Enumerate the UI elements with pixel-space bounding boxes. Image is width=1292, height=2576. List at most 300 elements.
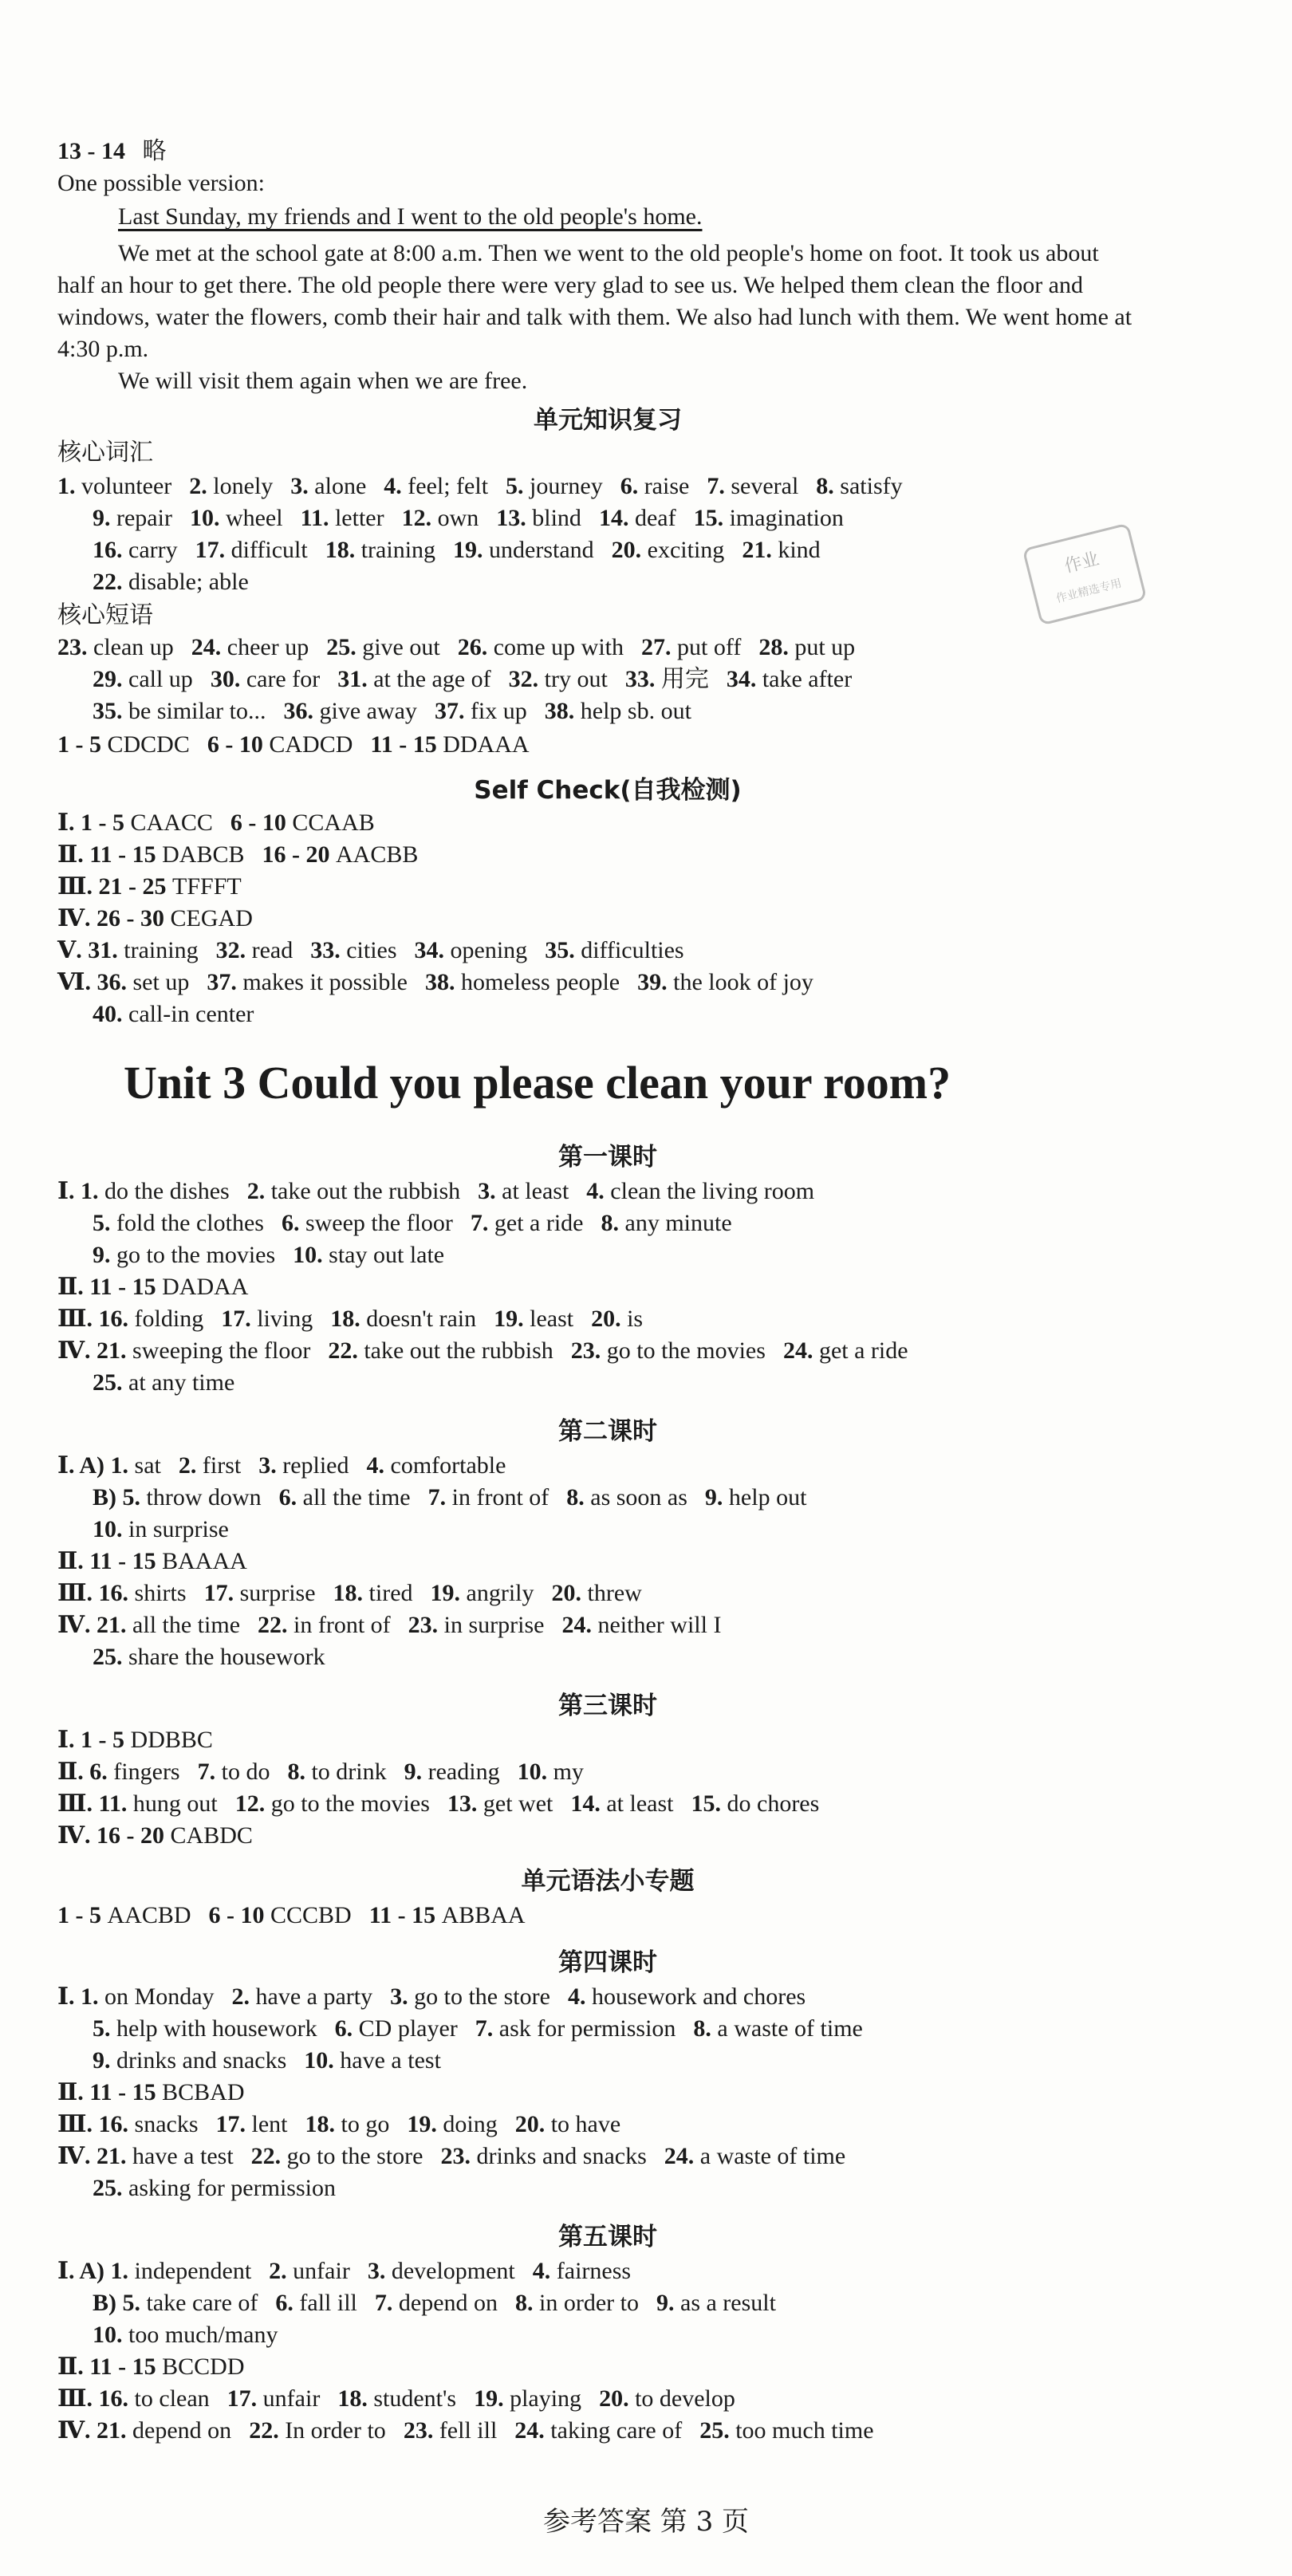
answer-text: as soon as [590,1484,687,1511]
page-footer: 参考答案 第 3 页 [542,2506,750,2538]
answer-text: to do [221,1759,270,1785]
lesson2-item [93,1644,325,1670]
answer-text: any minute [624,1210,732,1236]
answer-number: 9. [404,1759,428,1785]
answer-number: 13. [447,1790,483,1817]
q13-14-answer: 略 [142,138,167,164]
answer-number: 2. [269,2258,293,2284]
lesson4-item [440,2143,646,2169]
lesson5-item [404,2417,497,2444]
self-check-item [57,905,253,932]
answer-number: 20. [514,2111,551,2137]
answer-number: 3. [367,2258,392,2284]
lesson5-item [275,2290,356,2316]
answer-number: Ⅰ. 1. [57,1178,105,1204]
vocab-label: 核心词汇 [57,439,153,467]
answer-text: playing [510,2385,582,2412]
lesson4-line [57,2109,1158,2141]
answer-text: snacks [134,2111,199,2137]
phrase-label: 核心短语 [57,601,153,629]
essay-paragraph-2: We met at the school gate at 8:00 a.m. Then we went to the old people's home on foot. It took us about half an hour to get there. The old people there were very glad to see us. We helped them clean the floor and windows, water the flowers, comb their hair and talk with them. We also had lunch with them. We went home at 4:30 p.m. [57,240,1132,362]
answer-number: 6 - 10 [230,809,293,836]
answer-number: Ⅱ. 6. [57,1759,114,1785]
lesson4-item [93,2015,317,2042]
answer-number: Ⅲ. 11. [57,1790,133,1817]
answer-number: 3. [290,473,315,499]
answer-number: 17. [226,2385,263,2412]
vocab-line [93,502,1193,534]
answer-text: feel; felt [408,473,489,499]
phrase-item [641,634,741,660]
self-check-item [207,969,408,995]
answer-number: 32. [215,937,252,963]
lesson5-item [533,2258,631,2284]
vocab-item [496,505,581,531]
phrase-item [758,634,855,660]
answer-text: too much time [735,2417,874,2444]
answer-number: Ⅳ. 21. [57,2417,133,2444]
answer-text: neither will I [597,1612,722,1638]
self-check-item [57,969,189,995]
lesson2-item [204,1580,316,1606]
vocab-line [57,471,1158,502]
answer-number: Ⅲ. 21 - 25 [57,873,173,900]
lesson4-item [515,2111,620,2137]
lesson5-item [57,2385,210,2412]
answer-text: drinks and snacks [476,2143,647,2169]
lesson4-item [57,2143,234,2169]
answer-number: Ⅵ. 36. [57,969,133,995]
answer-text: the look of joy [673,969,813,995]
answer-number: Ⅳ. 21. [57,2143,133,2169]
answer-number: 34. [726,666,762,692]
lesson4-item [232,1983,373,2010]
answer-number: 2. [246,1178,271,1204]
answer-text: a waste of time [717,2015,863,2042]
answer-number: 23. [57,634,93,660]
answer-text: own [437,505,479,531]
answer-number: Ⅳ. 21. [57,1612,133,1638]
lesson4-item [335,2015,458,2042]
answer-number: 15. [693,505,730,531]
self-check-item [545,937,683,963]
lesson2-item [93,1516,229,1542]
vocab-item [93,505,172,531]
lesson5-item [599,2385,735,2412]
answer-text: care for [246,666,321,692]
answer-number: 37. [434,698,471,724]
lesson2-item [57,1452,161,1479]
answer-number: 36. [283,698,320,724]
answer-number: 3. [258,1452,283,1479]
grammar-item [57,1902,191,1928]
answer-number: Ⅲ. 16. [57,1306,135,1332]
answer-text: fell ill [439,2417,498,2444]
self-check-heading: Self Check(自我检测) [474,776,742,805]
answer-text: go to the store [286,2143,423,2169]
grammar-line [57,1900,1158,1932]
lesson1-heading: 第一课时 [558,1143,657,1172]
phrase-line [93,695,1193,727]
answer-number: 19. [407,2111,443,2137]
answer-number: 23. [440,2143,477,2169]
answer-text: all the time [302,1484,411,1511]
lesson2-line [57,1578,1158,1609]
lesson1-item [601,1210,732,1236]
phrase-item [57,634,174,660]
lesson5-line [57,2383,1158,2415]
lesson2-item [57,1612,240,1638]
answer-number: 31. [337,666,374,692]
lesson2-item [258,1612,391,1638]
answer-text: give away [319,698,417,724]
answer-text: in order to [539,2290,639,2316]
lesson1-item [783,1337,908,1364]
answer-number: Ⅰ. A) 1. [57,1452,135,1479]
phrase-item [283,698,416,724]
answer-text: take care of [146,2290,258,2316]
lesson4-item [93,2047,286,2074]
answer-text: in front of [293,1612,391,1638]
essay-first-line [118,201,1219,233]
answer-text: clean up [93,634,174,660]
lesson4-line [57,2077,1158,2109]
answer-number: 3. [478,1178,502,1204]
answer-number: 7. [475,2015,499,2042]
answer-text: sweep the floor [305,1210,453,1236]
answer-number: 2. [231,1983,256,2010]
answer-text: hung out [132,1790,218,1817]
answer-number: Ⅱ. 11 - 15 [57,841,163,868]
self-check-line [57,903,1158,935]
vocab-item [195,537,308,563]
lesson1-item [57,1337,310,1364]
answer-number: 8. [515,2290,540,2316]
possible-version-label: One possible version: [57,170,265,196]
lesson4-line [93,2045,1193,2077]
lesson1-item [93,1242,275,1268]
answer-number: 35. [93,698,128,724]
lesson2-line [93,1514,1193,1546]
answer-text: depend on [132,2417,232,2444]
answer-text: doing [443,2111,498,2137]
lesson5-item [57,2417,231,2444]
lesson1-item [494,1306,573,1332]
answer-number: 6. [281,1210,305,1236]
answer-text: comfortable [390,1452,506,1479]
answer-text: CEGAD [170,905,253,932]
lesson4-item [475,2015,676,2042]
answer-number: 22. [250,2143,287,2169]
lesson5-line [93,2287,1193,2319]
answer-text: have a party [255,1983,373,2010]
self-check-item [310,937,396,963]
lesson1-item [293,1242,444,1268]
answer-number: Ⅰ. 1. [57,1983,105,2010]
lesson1-line [93,1207,1193,1239]
stamp-text-1: 作业 [1062,549,1101,577]
phrase-item [458,634,624,660]
answer-text: doesn't rain [366,1306,477,1332]
phrase-item [326,634,440,660]
answer-number: 2. [178,1452,203,1479]
answer-text: to have [550,2111,621,2137]
answer-text: taking care of [550,2417,683,2444]
answer-text: 用完 [660,666,709,692]
lesson2-item [705,1484,807,1511]
lesson4-item [407,2111,497,2137]
answer-text: is [627,1306,644,1332]
self-check-line [57,967,1158,998]
answer-text: to clean [134,2385,210,2412]
answer-text: reading [427,1759,500,1785]
vocab-item [189,473,273,499]
vocab-item [290,473,366,499]
lesson2-item [428,1484,549,1511]
answer-number: 25. [699,2417,736,2444]
essay-first-sentence: Last Sunday, my friends and I went to the old people's home. [118,203,703,230]
answer-number: 5. [93,1210,116,1236]
answer-text: sweeping the floor [132,1337,311,1364]
vocab-item [93,569,249,595]
answer-number: 10. [93,1516,128,1542]
answer-number: 25. [93,2175,128,2201]
answer-number: 12. [401,505,438,531]
answer-text: shirts [134,1580,187,1606]
stamp-text-2: 作业精选专用 [1054,577,1124,606]
vocab-item [93,537,178,563]
unit-title: Unit 3 Could you please clean your room? [124,1057,951,1109]
self-check-item [230,809,375,836]
self-check-item [637,969,813,995]
answer-number: 20. [599,2385,636,2412]
answer-number: 29. [93,666,128,692]
answer-text: do the dishes [104,1178,230,1204]
answer-number: Ⅲ. 16. [57,2385,135,2412]
answer-text: come up with [493,634,624,660]
answer-number: 8. [693,2015,718,2042]
answer-number: 20. [611,537,648,563]
answer-text: folding [134,1306,204,1332]
lesson3-line [57,1756,1158,1788]
lesson5-item [57,2353,244,2380]
lesson5-item [656,2290,776,2316]
review-choice-line [57,729,1158,761]
lesson4-item [57,2111,199,2137]
vocab-item [57,473,171,499]
answer-text: on Monday [104,1983,215,2010]
answer-text: have a test [132,2143,234,2169]
answer-number: 9. [93,505,116,531]
answer-number: 22. [249,2417,286,2444]
answer-number: 25. [93,1644,128,1670]
answer-text: In order to [285,2417,386,2444]
answer-text: housework and chores [591,1983,806,2010]
answer-number: 18. [305,2111,341,2137]
self-check-item [57,937,199,963]
lesson3-item [57,1759,180,1785]
answer-number: 23. [570,1337,607,1364]
answer-number: 12. [234,1790,271,1817]
answer-text: in surprise [443,1612,545,1638]
grammar-heading: 单元语法小专题 [521,1867,695,1896]
lesson3-item [404,1759,500,1785]
lesson5-item [375,2290,498,2316]
answer-number: 4. [384,473,408,499]
answer-number: 1 - 5 [57,731,108,758]
lesson5-line [57,2255,1158,2287]
answer-number: 22. [328,1337,364,1364]
answer-number: 24. [191,634,227,660]
answer-number: Ⅳ. 21. [57,1337,133,1364]
review-choice-item [370,731,529,758]
lesson1-line [57,1271,1158,1303]
phrase-item [191,634,309,660]
answer-number: 15. [691,1790,727,1817]
lesson3-item [518,1759,584,1785]
lesson4-line [93,2013,1193,2045]
lesson1-item [591,1306,643,1332]
lesson4-item [390,1983,550,2010]
answer-number: 35. [545,937,581,963]
answer-text: to develop [635,2385,735,2412]
answer-text: exciting [647,537,725,563]
answer-text: get a ride [494,1210,584,1236]
answer-text: AACBD [107,1902,191,1928]
self-check-line [93,998,1193,1030]
answer-number: Ⅰ. A) 1. [57,2258,135,2284]
lesson5-item [269,2258,350,2284]
lesson2-item [57,1548,247,1574]
answer-number: 8. [287,1759,312,1785]
answer-number: 25. [326,634,363,660]
lesson3-item [57,1727,213,1753]
vocab-item [506,473,603,499]
lesson3-item [235,1790,430,1817]
lesson4-item [57,1983,215,2010]
lesson2-item [279,1484,411,1511]
answer-number: 17. [195,537,231,563]
answer-number: 19. [494,1306,530,1332]
lesson2-item [431,1580,534,1606]
answer-number: 14. [598,505,635,531]
answer-text: cities [346,937,397,963]
lesson5-item [515,2290,639,2316]
answer-number: 18. [333,1580,369,1606]
answer-number: 6. [278,1484,303,1511]
review-heading: 单元知识复习 [534,406,682,435]
lesson4-heading: 第四课时 [558,1948,657,1977]
lesson2-item [57,1580,187,1606]
lesson1-item [328,1337,553,1364]
lesson5-item [337,2385,456,2412]
answer-text: fold the clothes [116,1210,264,1236]
lesson2-item [566,1484,687,1511]
answer-number: 5. [506,473,530,499]
lesson5-line [93,2319,1193,2351]
vocab-item [325,537,435,563]
answer-number: 8. [816,473,841,499]
answer-text: raise [644,473,690,499]
answer-text: carry [128,537,178,563]
answer-text: in front of [451,1484,549,1511]
lesson2-item [408,1612,545,1638]
answer-number: 1. [57,473,81,499]
answer-number: 30. [210,666,246,692]
answer-number: 38. [424,969,461,995]
answer-number: 27. [641,634,678,660]
answer-number: 19. [474,2385,510,2412]
answer-text: tired [368,1580,413,1606]
answer-number: 10. [517,1759,553,1785]
answer-text: training [360,537,436,563]
answer-number: Ⅰ. 1 - 5 [57,809,131,836]
phrase-item [435,698,527,724]
answer-text: CCCBD [270,1902,352,1928]
answer-number: 33. [310,937,347,963]
review-choice-item [207,731,353,758]
lesson3-heading: 第三课时 [558,1692,657,1720]
answer-number: 7. [707,473,731,499]
self-check-item [57,809,213,836]
answer-text: stay out late [329,1242,445,1268]
answer-number: 16 - 20 [262,841,336,868]
lesson2-line [93,1641,1193,1673]
answer-number: 3. [390,1983,415,2010]
lesson5-line [57,2351,1158,2383]
vocab-item [190,505,283,531]
answer-number: Ⅱ. 11 - 15 [57,2079,163,2105]
vocab-item [384,473,488,499]
answer-number: 6. [275,2290,300,2316]
answer-text: take after [762,666,853,692]
lesson2-item [367,1452,506,1479]
vocab-item [453,537,594,563]
answer-number: 33. [624,666,661,692]
answer-text: disable; able [128,569,249,595]
answer-number: Ⅲ. 16. [57,2111,135,2137]
answer-number: Ⅲ. 16. [57,1580,135,1606]
q13-14-number: 13 - 14 [57,138,125,164]
answer-text: give out [362,634,440,660]
answer-text: to drink [311,1759,387,1785]
lesson2-item [93,1484,262,1511]
answer-text: in surprise [128,1516,229,1542]
answer-number: 4. [366,1452,391,1479]
self-check-item [425,969,620,995]
answer-text: training [124,937,199,963]
answer-text: BCBAD [162,2079,245,2105]
answer-number: Ⅱ. 11 - 15 [57,1274,163,1300]
self-check-item [415,937,528,963]
answer-text: take out the rubbish [364,1337,553,1364]
answer-text: sat [134,1452,161,1479]
answer-text: letter [334,505,384,531]
lesson5-heading: 第五课时 [558,2223,657,2251]
answer-text: first [202,1452,242,1479]
answer-text: DDBBC [130,1727,213,1753]
answer-number: 18. [337,2385,374,2412]
answer-text: understand [489,537,594,563]
answer-number: 19. [453,537,490,563]
lesson4-item [304,2047,441,2074]
answer-number: 2. [189,473,214,499]
answer-number: 7. [197,1759,222,1785]
answer-text: share the housework [128,1644,325,1670]
answer-number: 32. [508,666,545,692]
lesson3-item [57,1790,218,1817]
answer-text: kind [778,537,821,563]
